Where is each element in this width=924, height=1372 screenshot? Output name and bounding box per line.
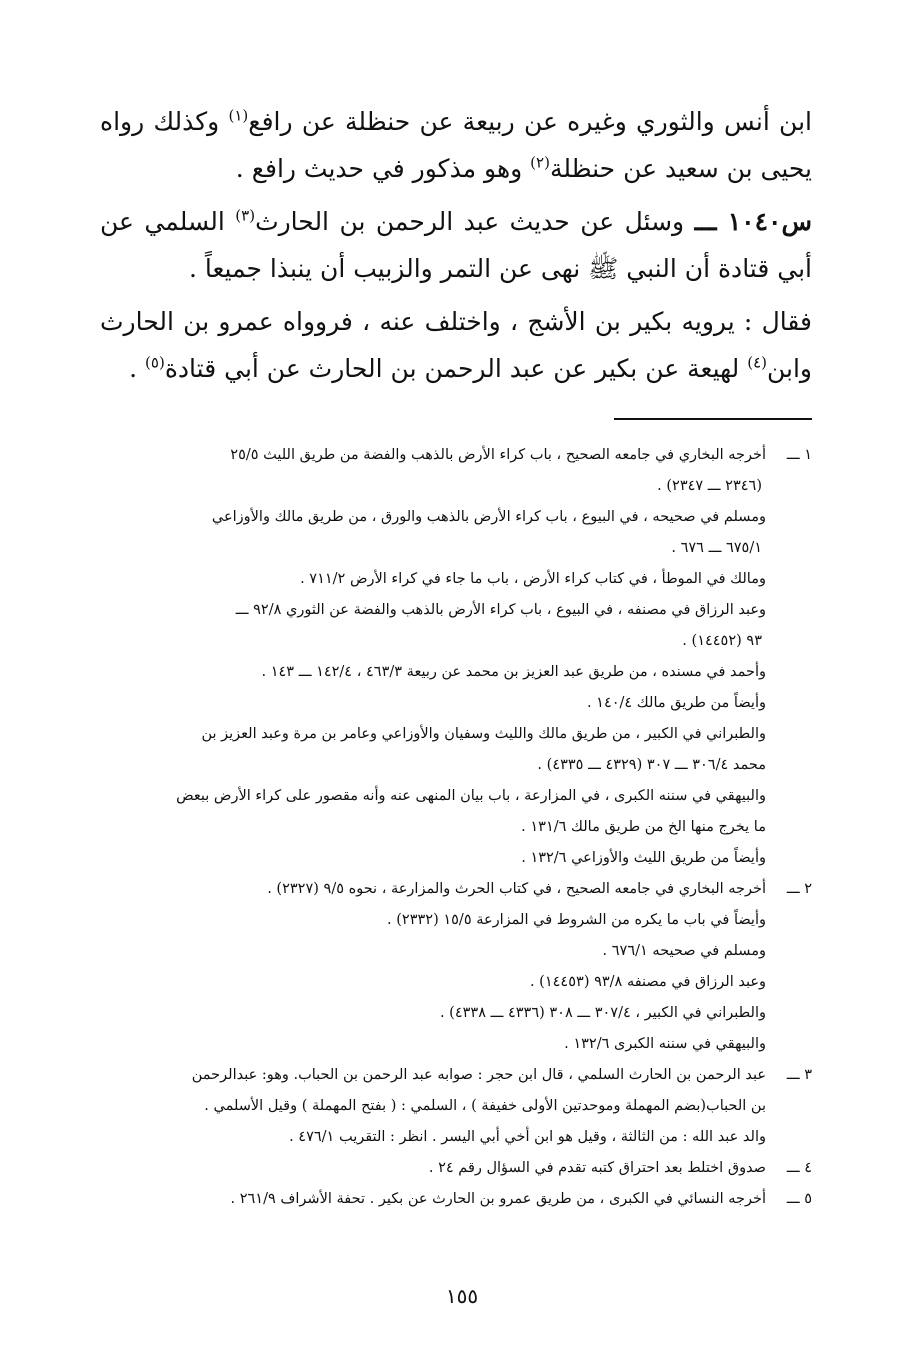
text-run: . <box>129 354 146 383</box>
footnote-3 <box>100 1060 812 1153</box>
footnote-line: صدوق اختلط بعد احتراق كتبه تقدم في السؤال رقم ٢٤ . <box>428 1160 766 1176</box>
footnote-line: وأيضاً من طريق مالك ١٤٠/٤ . <box>586 695 766 711</box>
footnote-line: أخرجه البخاري في جامعه الصحيح ، باب كراء الأرض بالذهب والفضة من طريق الليث ٢٥/٥ <box>230 447 766 463</box>
footnote-line: والطبراني في الكبير ، ٣٠٧/٤ ـــ ٣٠٨ (٤٣٣٦ ـــ ٤٣٣٨) . <box>439 1005 766 1021</box>
question-number: س١٠٤٠ ـــ <box>694 207 812 236</box>
footnote-line: وأحمد في مسنده ، من طريق عبد العزيز بن محمد عن ربيعة ٤٦٣/٣ ، ١٤٢/٤ ـــ ١٤٣ . <box>261 664 766 680</box>
paragraph-1 <box>100 98 812 192</box>
footnote-ref-5: (٥) <box>145 353 165 372</box>
footnote-line: ومسلم في صحيحه ، في البيوع ، باب كراء الأرض بالذهب والورق ، من طريق مالك والأوزاعي <box>211 509 766 525</box>
text-run: وسئل عن حديث عبد الرحمن بن الحارث <box>255 207 695 236</box>
footnote-line: ٩٣ (١٤٤٥٢) . <box>682 633 762 649</box>
footnote-line: عبد الرحمن بن الحارث السلمي ، قال ابن حجر : صوابه عبد الرحمن بن الحباب. وهو: عبدالرحمن <box>191 1067 766 1083</box>
text-run: ابن أنس والثوري وغيره عن ربيعة عن حنظلة عن رافع <box>248 107 812 136</box>
footnote-ref-2: (٢) <box>530 153 550 172</box>
footnote-ref-4: (٤) <box>747 353 767 372</box>
footnote-number: ٤ ـــ <box>786 1160 812 1176</box>
text-run: وهو مذكور في حديث رافع . <box>235 154 531 183</box>
footnote-line: والطبراني في الكبير ، من طريق مالك والليث وسفيان والأوزاعي وعامر بن مرة وعبد العزيز بن <box>201 726 766 742</box>
footnote-4 <box>100 1153 812 1184</box>
footnote-line: والد عبد الله : من الثالثة ، وقيل هو ابن أخي أبي اليسر . انظر : التقريب ٤٧٦/١ . <box>289 1129 766 1145</box>
main-text <box>100 98 812 392</box>
footnote-line: وأيضاً في باب ما يكره من الشروط في المزارعة ١٥/٥ (٢٣٣٢) . <box>387 912 766 928</box>
footnote-ref-1: (١) <box>228 106 249 125</box>
footnote-line: والبيهقي في سننه الكبرى ، في المزارعة ، باب بيان المنهى عنه وأنه مقصور على كراء الأرض ببعض <box>176 788 766 804</box>
text-run: لهيعة عن بكير عن عبد الرحمن بن الحارث عن أبي قتادة <box>164 354 748 383</box>
page-number: ١٥٥ <box>445 1284 479 1308</box>
footnote-line: بن الحباب(بضم المهملة وموحدتين الأولى خفيفة ) ، السلمي : ( بفتح المهملة ) وقيل الأسلمي . <box>204 1098 766 1114</box>
footnote-line: وأيضاً من طريق الليث والأوزاعي ١٣٢/٦ . <box>521 850 766 866</box>
footnote-line: ما يخرج منها الخ من طريق مالك ١٣١/٦ . <box>521 819 766 835</box>
footnote-line: أخرجه البخاري في جامعه الصحيح ، في كتاب الحرث والمزارعة ، نحوه ٩/٥ (٢٣٢٧) . <box>267 881 766 897</box>
footnote-number: ١ ـــ <box>786 447 812 463</box>
footnote-ref-3: (٣) <box>235 206 256 225</box>
footnote-5 <box>100 1184 812 1215</box>
footnote-line: ٦٧٥/١ ـــ ٦٧٦ . <box>671 540 762 556</box>
paragraph-answer <box>100 298 812 392</box>
footnote-line: وعبد الرزاق في مصنفه ، في البيوع ، باب كراء الأرض بالذهب والفضة عن الثوري ٩٢/٨ ـــ <box>235 602 766 618</box>
footnote-line: ومسلم في صحيحه ٦٧٦/١ . <box>602 943 766 959</box>
footnote-line: أخرجه النسائي في الكبرى ، من طريق عمرو بن الحارث عن بكير . تحفة الأشراف ٢٦١/٩ . <box>230 1191 766 1207</box>
text-run: فقال : يرويه بكير بن الأشج ، واختلف عنه ، فروواه عمرو بن الحارث وابن <box>100 307 812 383</box>
footnotes <box>100 440 812 1215</box>
footnote-number: ٥ ـــ <box>786 1191 812 1207</box>
footnote-line: وعبد الرزاق في مصنفه ٩٣/٨ (١٤٤٥٣) . <box>529 974 766 990</box>
paragraph-question <box>100 198 812 292</box>
footnote-line: ومالك في الموطأ ، في كتاب كراء الأرض ، باب ما جاء في كراء الأرض ٧١١/٢ . <box>300 571 766 587</box>
footnote-2 <box>100 874 812 1060</box>
text-run: السلمي عن أبي قتادة أن النبي ﷺ نهى عن التمر والزبيب أن ينبذا جميعاً . <box>100 207 812 283</box>
footnote-number: ٢ ـــ <box>786 881 812 897</box>
footnote-line: (٢٣٤٦ ـــ ٢٣٤٧) . <box>657 478 762 494</box>
footnote-line: والبيهقي في سننه الكبرى ١٣٢/٦ . <box>564 1036 766 1052</box>
footnote-1 <box>100 440 812 874</box>
text-run: وكذلك رواه يحيى بن سعيد عن حنظلة <box>100 107 812 183</box>
footnote-number: ٣ ـــ <box>786 1067 812 1083</box>
footnote-line: محمد ٣٠٦/٤ ـــ ٣٠٧ (٤٣٢٩ ـــ ٤٣٣٥) . <box>537 757 766 773</box>
footnote-separator <box>614 418 812 420</box>
